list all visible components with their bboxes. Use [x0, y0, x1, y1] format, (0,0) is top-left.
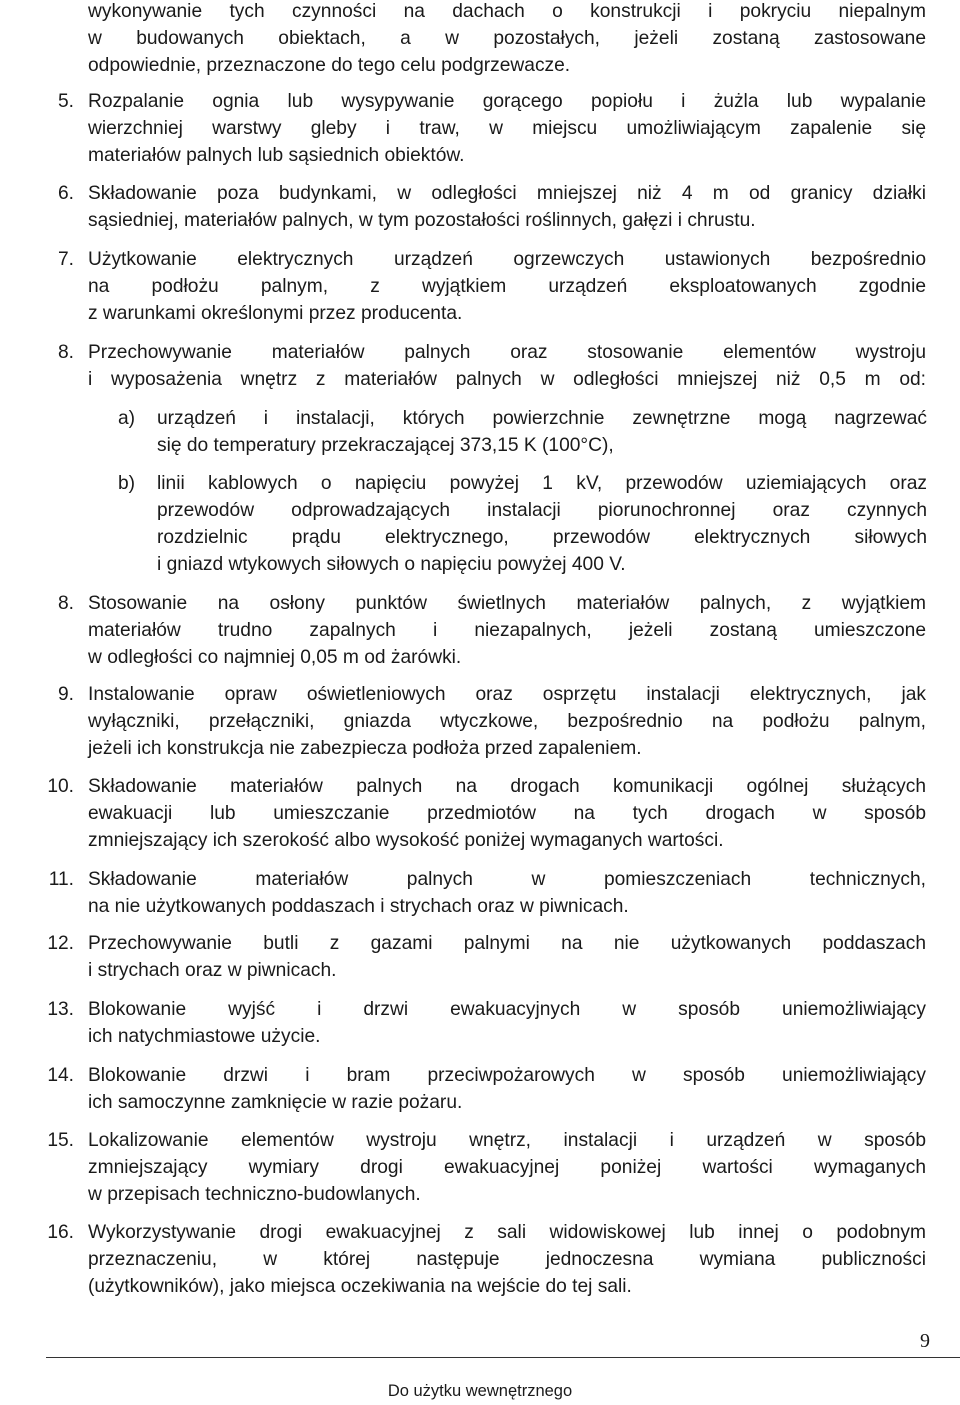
item-line: na podłożu palnym, z wyjątkiem urządzeń eksploatowanych zgodnie: [88, 276, 926, 297]
item-number: 6.: [57, 183, 74, 204]
item-line: ich natychmiastowe użycie.: [88, 1026, 321, 1047]
item-line: jeżeli ich konstrukcja nie zabezpiecza podłoża przed zapaleniem.: [88, 738, 642, 759]
item-line: Blokowanie drzwi i bram przeciwpożarowych w sposób uniemożliwiający: [88, 1065, 926, 1086]
item-number: 10.: [47, 776, 74, 797]
item-line: Przechowywanie butli z gazami palnymi na nie użytkowanych poddaszach: [88, 933, 926, 954]
item-line: w przepisach techniczno-budowlanych.: [88, 1184, 421, 1205]
footer-text: Do użytku wewnętrznego: [387, 1382, 573, 1400]
item-line: Składowanie poza budynkami, w odległości mniejszej niż 4 m od granicy działki: [88, 183, 926, 204]
item-line: wierzchniej warstwy gleby i traw, w miejscu umożliwiającym zapalenie się: [88, 118, 926, 139]
item-line: zmniejszający ich szerokość albo wysokość poniżej wymaganych wartości.: [88, 830, 724, 851]
subitem-label: a): [118, 408, 136, 429]
item-number: 8.: [57, 593, 74, 614]
item-number: 8.: [57, 342, 74, 363]
item-line: ich samoczynne zamknięcie w razie pożaru.: [88, 1092, 463, 1113]
item-line: linii kablowych o napięciu powyżej 1 kV, przewodów uziemiających oraz: [157, 473, 927, 494]
item-line: (użytkowników), jako miejsca oczekiwania na wejście do tej sali.: [88, 1276, 632, 1297]
item-number: 15.: [47, 1130, 74, 1151]
item-line: Instalowanie opraw oświetleniowych oraz osprzętu instalacji elektrycznych, jak: [88, 684, 926, 705]
item-line: się do temperatury przekraczającej 373,15 K (100°C),: [157, 435, 614, 456]
item-number: 7.: [57, 249, 74, 270]
item-line: w budowanych obiektach, a w pozostałych, jeżeli zostaną zastosowane: [88, 28, 926, 49]
item-line: materiałów palnych lub sąsiednich obiektów.: [88, 145, 465, 166]
item-line: wyłączniki, przełączniki, gniazda wtyczkowe, bezpośrednio na podłożu palnym,: [88, 711, 926, 732]
footer-divider: [46, 1357, 960, 1358]
item-line: z warunkami określonymi przez producenta.: [88, 303, 463, 324]
item-line: Użytkowanie elektrycznych urządzeń ogrzewczych ustawionych bezpośrednio: [88, 249, 926, 270]
item-line: przewodów odprowadzających instalacji piorunochronnej oraz czynnych: [157, 500, 927, 521]
item-number: 5.: [57, 91, 74, 112]
item-line: ewakuacji lub umieszczanie przedmiotów na tych drogach w sposób: [88, 803, 926, 824]
page-number: 9: [920, 1330, 930, 1352]
item-line: rozdzielnic prądu elektrycznego, przewodów elektrycznych siłowych: [157, 527, 927, 548]
subitem-label: b): [118, 473, 136, 494]
item-line: przeznaczeniu, w której następuje jednoczesna wymiana publiczności: [88, 1249, 926, 1270]
item-line: Rozpalanie ognia lub wysypywanie gorącego popiołu i żużla lub wypalanie: [88, 91, 926, 112]
item-line: Przechowywanie materiałów palnych oraz stosowanie elementów wystroju: [88, 342, 926, 363]
item-line: Wykorzystywanie drogi ewakuacyjnej z sali widowiskowej lub innej o podobnym: [88, 1222, 926, 1243]
item-line: Składowanie materiałów palnych na drogach komunikacji ogólnej służących: [88, 776, 926, 797]
item-number: 11.: [48, 869, 74, 890]
item-line: urządzeń i instalacji, których powierzchnie zewnętrzne mogą nagrzewać: [157, 408, 927, 429]
item-number: 14.: [47, 1065, 74, 1086]
item-line: zmniejszający wymiary drogi ewakuacyjnej poniżej wartości wymaganych: [88, 1157, 926, 1178]
item-line: na nie użytkowanych poddaszach i strychach oraz w piwnicach.: [88, 896, 629, 917]
item-line: sąsiedniej, materiałów palnych, w tym pozostałości roślinnych, gałęzi i chrustu.: [88, 210, 756, 231]
item-line: odpowiednie, przeznaczone do tego celu podgrzewacze.: [88, 55, 571, 76]
item-line: materiałów trudno zapalnych i niezapalnych, jeżeli zostaną umieszczone: [88, 620, 926, 641]
item-line: w odległości co najmniej 0,05 m od żarówki.: [88, 647, 462, 668]
item-line: i strychach oraz w piwnicach.: [88, 960, 337, 981]
item-line: i gniazd wtykowych siłowych o napięciu powyżej 400 V.: [157, 554, 626, 575]
item-number: 9.: [57, 684, 74, 705]
item-number: 13.: [47, 999, 74, 1020]
item-number: 12.: [47, 933, 74, 954]
item-line: Składowanie materiałów palnych w pomieszczeniach technicznych,: [88, 869, 926, 890]
item-line: Lokalizowanie elementów wystroju wnętrz, instalacji i urządzeń w sposób: [88, 1130, 926, 1151]
item-number: 16.: [47, 1222, 74, 1243]
item-line: i wyposażenia wnętrz z materiałów palnych w odległości mniejszej niż 0,5 m od:: [88, 369, 926, 390]
item-line: Stosowanie na osłony punktów świetlnych materiałów palnych, z wyjątkiem: [88, 593, 926, 614]
item-line: wykonywanie tych czynności na dachach o konstrukcji i pokryciu niepalnym: [88, 1, 926, 22]
item-line: Blokowanie wyjść i drzwi ewakuacyjnych w sposób uniemożliwiający: [88, 999, 926, 1020]
